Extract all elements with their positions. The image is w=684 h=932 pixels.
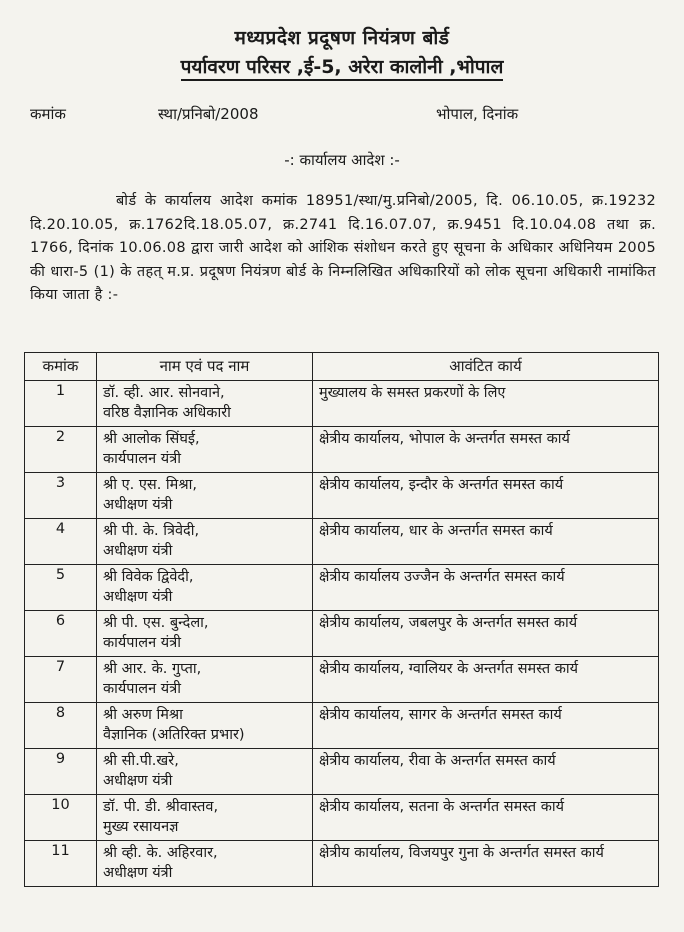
serial-number-cell: 11 bbox=[25, 841, 97, 887]
officer-name: डॉ. पी. डी. श्रीवास्तव, bbox=[103, 799, 219, 815]
officer-designation: कार्यपालन यंत्री bbox=[103, 451, 181, 467]
serial-number-cell: 7 bbox=[25, 657, 97, 703]
officer-name: श्री पी. एस. बुन्देला, bbox=[103, 615, 209, 631]
officer-name: श्री आर. के. गुप्ता, bbox=[103, 661, 202, 677]
officer-designation: वरिष्ठ वैज्ञानिक अधिकारी bbox=[103, 405, 231, 421]
officer-designation: मुख्य रसायनज्ञ bbox=[103, 819, 179, 835]
officers-table bbox=[24, 352, 659, 887]
officer-name: श्री ए. एस. मिश्रा, bbox=[103, 477, 197, 493]
serial-number-cell: 8 bbox=[25, 703, 97, 749]
officer-designation: कार्यपालन यंत्री bbox=[103, 635, 181, 651]
table-row bbox=[25, 703, 659, 749]
reference-place-date: भोपाल, दिनांक bbox=[436, 105, 519, 123]
assigned-work-cell: क्षेत्रीय कार्यालय, भोपाल के अन्तर्गत समस्त कार्य bbox=[313, 427, 659, 473]
board-address-text: पर्यावरण परिसर ,ई-5, अरेरा कालोनी ,भोपाल bbox=[181, 56, 504, 81]
officer-designation: अधीक्षण यंत्री bbox=[103, 543, 173, 559]
assigned-work-cell: क्षेत्रीय कार्यालय, रीवा के अन्तर्गत समस्त कार्य bbox=[313, 749, 659, 795]
table-row bbox=[25, 841, 659, 887]
column-header-serial: कमांक bbox=[25, 353, 97, 381]
officer-designation: अधीक्षण यंत्री bbox=[103, 773, 173, 789]
officer-cell bbox=[97, 427, 313, 473]
column-header-work: आवंटित कार्य bbox=[313, 353, 659, 381]
assigned-work-cell: मुख्यालय के समस्त प्रकरणों के लिए bbox=[313, 381, 659, 427]
assigned-work-cell: क्षेत्रीय कार्यालय उज्जैन के अन्तर्गत समस्त कार्य bbox=[313, 565, 659, 611]
officer-designation: अधीक्षण यंत्री bbox=[103, 497, 173, 513]
serial-number-cell: 9 bbox=[25, 749, 97, 795]
serial-number-cell: 5 bbox=[25, 565, 97, 611]
table-row bbox=[25, 381, 659, 427]
officer-name: श्री सी.पी.खरे, bbox=[103, 753, 179, 769]
table-header-row bbox=[25, 353, 659, 381]
serial-number-cell: 3 bbox=[25, 473, 97, 519]
serial-number-cell: 10 bbox=[25, 795, 97, 841]
assigned-work-cell: क्षेत्रीय कार्यालय, सतना के अन्तर्गत समस्त कार्य bbox=[313, 795, 659, 841]
assigned-work-cell: क्षेत्रीय कार्यालय, ग्वालियर के अन्तर्गत समस्त कार्य bbox=[313, 657, 659, 703]
officer-cell bbox=[97, 841, 313, 887]
officer-cell bbox=[97, 749, 313, 795]
officer-name: श्री व्ही. के. अहिरवार, bbox=[103, 845, 218, 861]
table-row bbox=[25, 749, 659, 795]
assigned-work-cell: क्षेत्रीय कार्यालय, विजयपुर गुना के अन्तर्गत समस्त कार्य bbox=[313, 841, 659, 887]
officers-table-body bbox=[25, 381, 659, 887]
officer-name: श्री आलोक सिंघई, bbox=[103, 431, 200, 447]
order-body-paragraph: बोर्ड के कार्यालय आदेश कमांक 18951/स्था/मु.प्रनिबो/2005, दि. 06.10.05, क्र.19232 दि.20.10.05, क्र.1762दि.18.05.07, क्र.2741 दि.16.07.07, क्र.9451 दि.10.04.08 तथा क्र. 1766, दिनांक 10.06.08 द्वारा जारी आदेश को आंशिक संशोधन करते हुए सूचना के अधिकार अधिनियम 2005 की धारा-5 (1) के तहत् म.प्र. प्रदूषण नियंत्रण बोर्ड के निम्नलिखित अधिकारियों को लोक सूचना अधिकारी नामांकित किया जाता है :- bbox=[30, 193, 656, 303]
officer-name: श्री पी. के. त्रिवेदी, bbox=[103, 523, 200, 539]
officer-cell bbox=[97, 611, 313, 657]
officer-designation: अधीक्षण यंत्री bbox=[103, 589, 173, 605]
reference-label: कमांक bbox=[30, 105, 66, 123]
table-row bbox=[25, 611, 659, 657]
reference-number: स्था/प्रनिबो/2008 bbox=[158, 105, 259, 123]
column-header-name: नाम एवं पद नाम bbox=[97, 353, 313, 381]
table-row bbox=[25, 657, 659, 703]
serial-number-cell: 1 bbox=[25, 381, 97, 427]
officer-designation: कार्यपालन यंत्री bbox=[103, 681, 181, 697]
assigned-work-cell: क्षेत्रीय कार्यालय, धार के अन्तर्गत समस्त कार्य bbox=[313, 519, 659, 565]
board-name-heading: मध्यप्रदेश प्रदूषण नियंत्रण बोर्ड bbox=[234, 27, 450, 49]
serial-number-cell: 4 bbox=[25, 519, 97, 565]
officer-name: डॉ. व्ही. आर. सोनवाने, bbox=[103, 385, 225, 401]
assigned-work-cell: क्षेत्रीय कार्यालय, जबलपुर के अन्तर्गत समस्त कार्य bbox=[313, 611, 659, 657]
officer-name: श्री विवेक द्विवेदी, bbox=[103, 569, 194, 585]
table-row bbox=[25, 795, 659, 841]
officer-cell bbox=[97, 381, 313, 427]
officer-designation: वैज्ञानिक (अतिरिक्त प्रभार) bbox=[103, 727, 245, 743]
table-row bbox=[25, 565, 659, 611]
serial-number-cell: 6 bbox=[25, 611, 97, 657]
officer-cell bbox=[97, 703, 313, 749]
board-address-heading bbox=[0, 53, 684, 79]
assigned-work-cell: क्षेत्रीय कार्यालय, सागर के अन्तर्गत समस्त कार्य bbox=[313, 703, 659, 749]
officer-cell bbox=[97, 565, 313, 611]
order-title: -: कार्यालय आदेश :- bbox=[284, 151, 400, 169]
serial-number-cell: 2 bbox=[25, 427, 97, 473]
officer-cell bbox=[97, 473, 313, 519]
table-row bbox=[25, 473, 659, 519]
table-row bbox=[25, 519, 659, 565]
officer-cell bbox=[97, 519, 313, 565]
officer-designation: अधीक्षण यंत्री bbox=[103, 865, 173, 881]
assigned-work-cell: क्षेत्रीय कार्यालय, इन्दौर के अन्तर्गत समस्त कार्य bbox=[313, 473, 659, 519]
officer-name: श्री अरुण मिश्रा bbox=[103, 707, 183, 723]
table-row bbox=[25, 427, 659, 473]
officer-cell bbox=[97, 657, 313, 703]
officer-cell bbox=[97, 795, 313, 841]
